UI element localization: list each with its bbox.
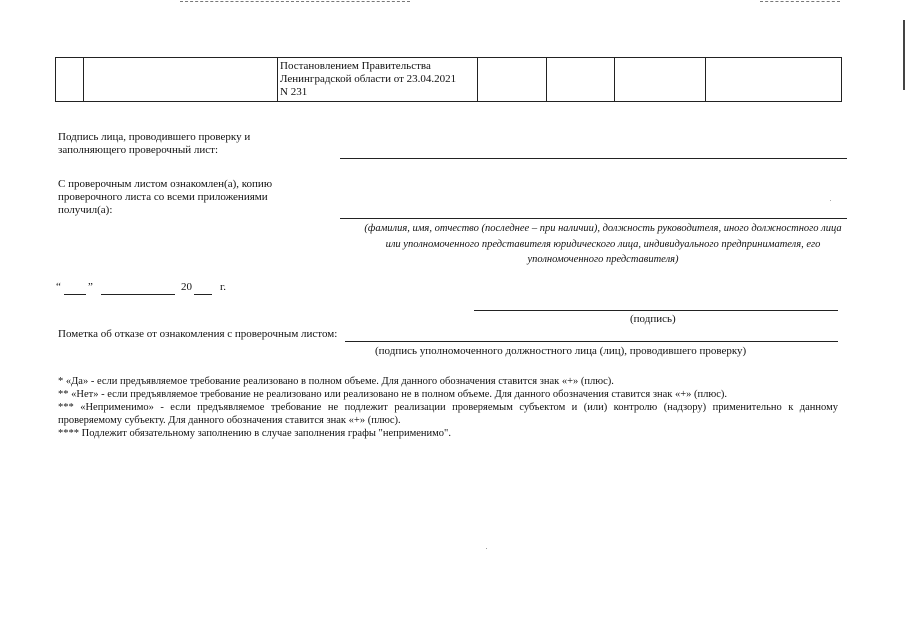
acquainted-label: С проверочным листом ознакомлен(а), копию проверочного листа со всеми приложениями получил(а): <box>58 178 273 216</box>
inspector-signature-line <box>340 158 847 159</box>
date-year-suffix: г. <box>220 281 227 293</box>
table-divider <box>705 58 706 101</box>
footnote-yes: * «Да» - если предъявляемое требование реализовано в полном объеме. Для данного обозначения ставится знак «+» (плюс). <box>58 376 614 387</box>
table-divider <box>614 58 615 101</box>
official-signature-hint: (подпись уполномоченного должностного лица (лиц), проводившего проверку) <box>375 345 747 357</box>
footnotes <box>58 375 838 440</box>
date-row <box>56 281 256 297</box>
acquainted-fio-line <box>340 218 847 219</box>
footnote-no: ** «Нет» - если предъявляемое требование не реализовано или реализовано не в полном объеме. Для данного обозначения ставится знак «+» (плюс). <box>58 389 728 400</box>
date-month-line <box>101 294 175 295</box>
fio-hint-text: (фамилия, имя, отчество (последнее – при наличии), должность руководителя, иного должностного лица или уполномоченного представителя юридического лица, индивидуального предпринимателя, его уполномоченного представителя) <box>364 223 842 265</box>
date-year-prefix: 20 <box>181 281 192 293</box>
refusal-label: Пометка об отказе от ознакомления с проверочным листом: <box>58 328 338 340</box>
scan-speck <box>486 548 487 549</box>
table-divider <box>277 58 278 101</box>
checklist-table-fragment <box>55 57 842 102</box>
date-year-line <box>194 294 212 295</box>
signature-hint: (подпись) <box>630 313 676 325</box>
scan-artifact-top-right <box>760 1 840 2</box>
scan-artifact-top <box>180 1 410 2</box>
date-open-quote: “ <box>56 281 61 293</box>
footnote-not-applicable: *** «Неприменимо» - если предъявляемое требование не подлежит реализации проверяемым субъектом и (или) контролю (надзору) применительно к данному проверяемому субъекту. Для данного обозначения ставится знак «+» (плюс). <box>58 402 838 426</box>
refusal-line <box>345 341 838 342</box>
date-day-line <box>64 294 86 295</box>
footnote-mandatory: **** Подлежит обязательному заполнению в случае заполнения графы "неприменимо". <box>58 428 451 439</box>
acquainted-signature-line <box>474 310 838 311</box>
table-divider <box>83 58 84 101</box>
scan-speck <box>830 200 831 201</box>
table-border-left <box>55 58 56 101</box>
table-border-right <box>841 58 842 101</box>
table-divider <box>477 58 478 101</box>
table-divider <box>546 58 547 101</box>
decree-reference-cell: Постановлением Правительства Ленинградской области от 23.04.2021 N 231 <box>280 60 457 98</box>
date-close-quote: ” <box>88 281 93 293</box>
inspector-signature-label: Подпись лица, проводившего проверку и заполняющего проверочный лист: <box>58 131 251 156</box>
